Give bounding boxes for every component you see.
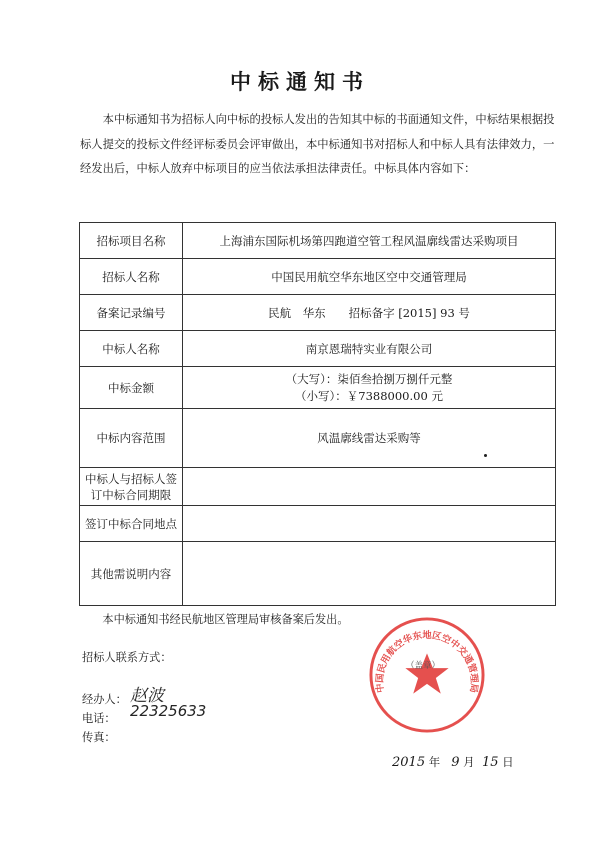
record-no-label: 备案记录编号 bbox=[80, 295, 183, 331]
winner-label: 中标人名称 bbox=[80, 331, 183, 367]
intro-paragraph: 本中标通知书为招标人向中标的投标人发出的告知其中标的书面通知文件，中标结果根据投标人提交的投标文件经评标委员会评审做出，本中标通知书对招标人和中标人具有法律效力，一经发出后，中标人放弃中标项目的应当依法承担法律责任。中标具体内容如下： bbox=[80, 113, 555, 175]
table-row bbox=[80, 295, 556, 331]
contact-label: 招标人联系方式： bbox=[82, 651, 172, 664]
official-seal bbox=[368, 616, 486, 734]
record-no-value: 民航 华东 招标备字 [2015] 93 号 bbox=[183, 295, 556, 331]
table-row bbox=[80, 542, 556, 606]
date-year: 2015 bbox=[392, 755, 426, 770]
scope-value: 风温廓线雷达采购等 bbox=[183, 409, 556, 468]
date-month: 9 bbox=[451, 755, 460, 770]
phone-value: 22325633 bbox=[130, 702, 207, 720]
handler-signature: 赵波 bbox=[130, 686, 164, 706]
tenderer-label: 招标人名称 bbox=[80, 259, 183, 295]
winner-value: 南京恩瑞特实业有限公司 bbox=[183, 331, 556, 367]
seal-text: 中国民用航空华东地区空中交通管理局 bbox=[374, 630, 480, 694]
table-row bbox=[80, 468, 556, 506]
scope-label: 中标内容范围 bbox=[80, 409, 183, 468]
ink-dot bbox=[484, 454, 487, 457]
amount-value bbox=[183, 367, 556, 409]
project-name-value: 上海浦东国际机场第四跑道空管工程风温廓线雷达采购项目 bbox=[183, 223, 556, 259]
award-details-table bbox=[79, 222, 556, 606]
amount-upper: （大写）：柒佰叁拾捌万捌仟元整 bbox=[285, 371, 453, 386]
contract-place-value bbox=[183, 506, 556, 542]
table-row bbox=[80, 223, 556, 259]
table-row bbox=[80, 259, 556, 295]
tenderer-value: 中国民用航空华东地区空中交通管理局 bbox=[183, 259, 556, 295]
table-row bbox=[80, 506, 556, 542]
stamp-label: （盖章） bbox=[406, 661, 441, 671]
contract-place-label: 签订中标合同地点 bbox=[80, 506, 183, 542]
table-row bbox=[80, 367, 556, 409]
handler-label: 经办人： bbox=[82, 693, 127, 706]
date-day-unit: 日 bbox=[502, 755, 514, 769]
footnote: 本中标通知书经民航地区管理局审核备案后发出。 bbox=[102, 613, 349, 626]
other-value bbox=[183, 542, 556, 606]
amount-lower: （小写）：￥7388000.00 元 bbox=[295, 388, 443, 403]
fax-label: 传真： bbox=[82, 731, 116, 744]
amount-label: 中标金额 bbox=[80, 367, 183, 409]
date-day: 15 bbox=[481, 755, 499, 770]
phone-label: 电话： bbox=[82, 712, 116, 725]
contract-period-label: 中标人与招标人签订中标合同期限 bbox=[80, 468, 183, 506]
date-month-unit: 月 bbox=[463, 755, 475, 769]
contract-period-value bbox=[183, 468, 556, 506]
table-row bbox=[80, 331, 556, 367]
other-label: 其他需说明内容 bbox=[80, 542, 183, 606]
date bbox=[392, 754, 514, 770]
table-row bbox=[80, 409, 556, 468]
project-name-label: 招标项目名称 bbox=[80, 223, 183, 259]
page-title: 中标通知书 bbox=[230, 70, 370, 94]
date-year-unit: 年 bbox=[428, 755, 441, 769]
